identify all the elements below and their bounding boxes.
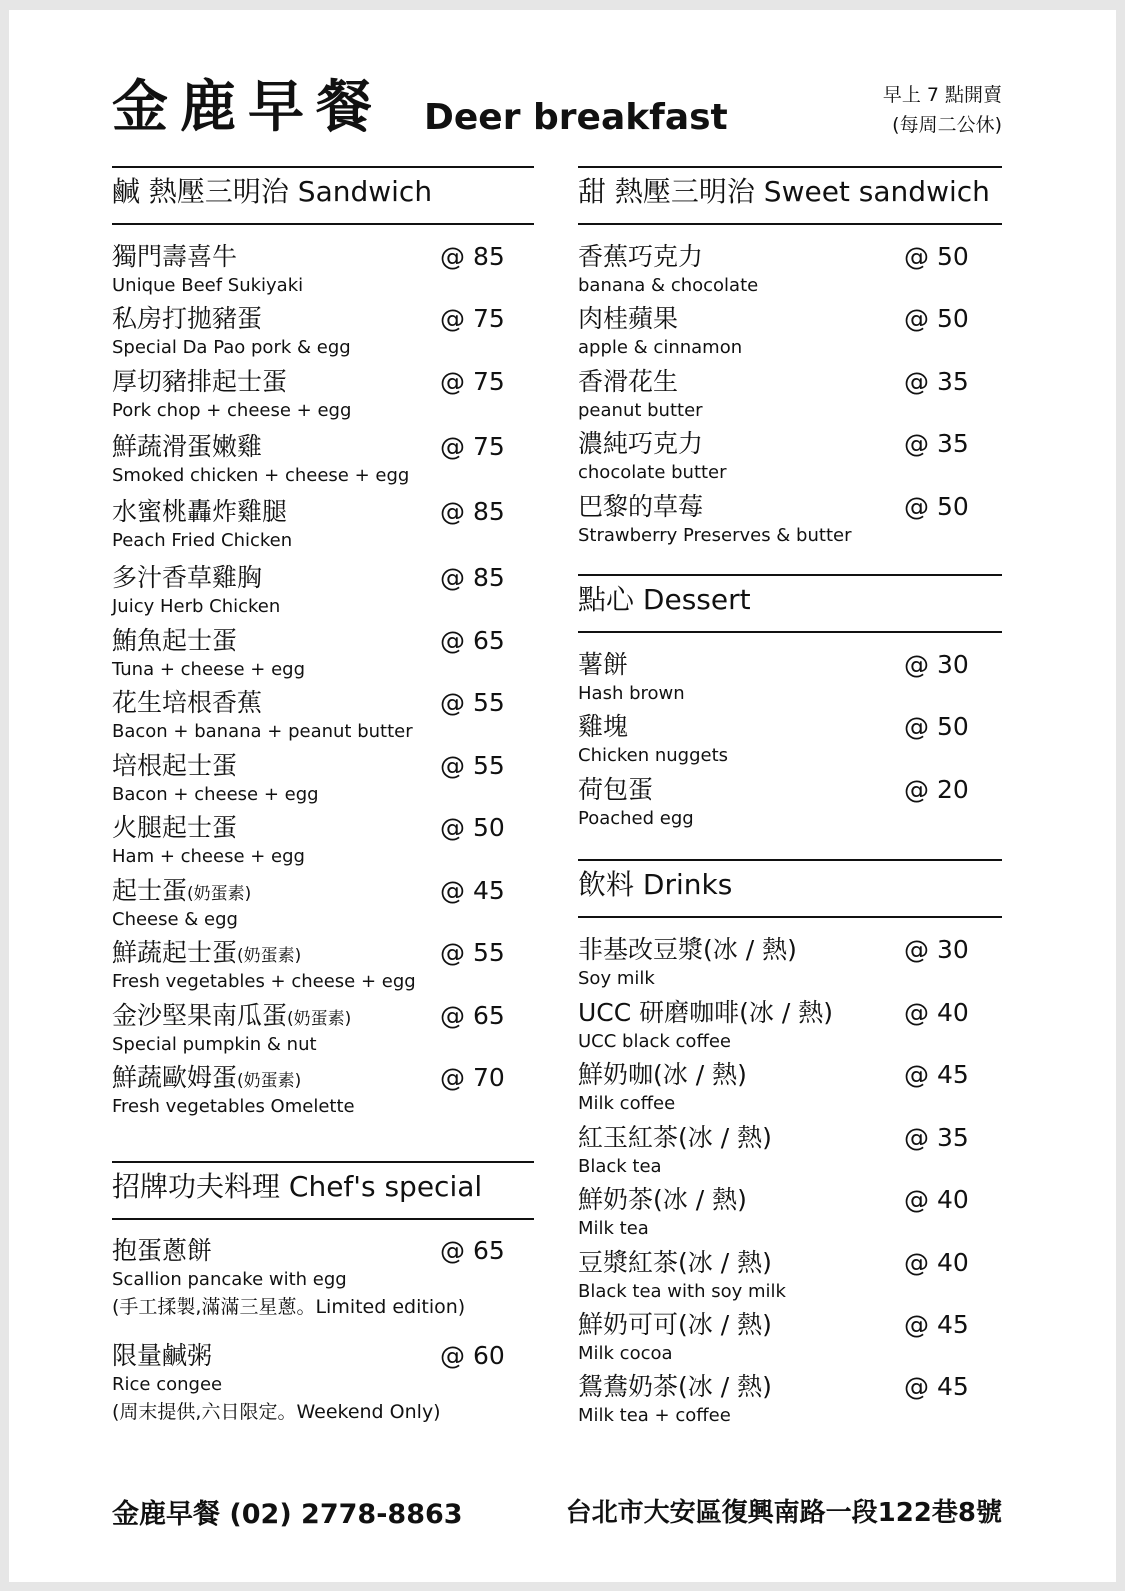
menu-item-description: banana & chocolate (578, 275, 759, 296)
menu-item-name (578, 1185, 747, 1215)
menu-item-name-text: 私房打拋豬蛋 (112, 304, 263, 333)
menu-item-name-text: 濃純巧克力 (578, 429, 704, 458)
menu-item-description: Pork chop + cheese + egg (112, 400, 352, 421)
menu-item-description: Bacon + banana + peanut butter (112, 721, 413, 742)
menu-item-name-text: 水蜜桃轟炸雞腿 (112, 497, 288, 526)
menu-item-description: Fresh vegetables + cheese + egg (112, 971, 416, 992)
menu-item-description: Milk coffee (578, 1093, 676, 1114)
menu-item-name (112, 1001, 351, 1034)
menu-item-price: @ 70 (440, 1063, 505, 1092)
menu-item-description: Juicy Herb Chicken (112, 596, 281, 617)
menu-item-description: Special Da Pao pork & egg (112, 337, 351, 358)
menu-item-name (578, 1310, 772, 1340)
menu-item-name (112, 242, 237, 272)
menu-item-extra-note: (周末提供,六日限定。Weekend Only) (112, 1401, 441, 1423)
menu-item-description: peanut butter (578, 400, 703, 421)
menu-item-price: @ 45 (904, 1372, 969, 1401)
menu-item-price: @ 35 (904, 367, 969, 396)
menu-item-name-text: 鮪魚起士蛋 (112, 626, 238, 655)
section-title-drinks: 飲料 Drinks (578, 868, 733, 901)
menu-item-name-text: 花生培根香蕉 (112, 688, 263, 717)
section-header-drinks (578, 859, 1002, 918)
menu-item-price: @ 50 (440, 813, 505, 842)
menu-item-name (112, 367, 287, 397)
menu-item-price: @ 75 (440, 304, 505, 333)
menu-item-name-text: 抱蛋蔥餅 (112, 1236, 213, 1265)
menu-item-price: @ 45 (904, 1060, 969, 1089)
menu-item-price: @ 40 (904, 998, 969, 1027)
menu-item-price: @ 55 (440, 938, 505, 967)
menu-item-name-text: 鮮蔬歐姆蛋 (112, 1063, 238, 1092)
section-header-sweet (578, 166, 1002, 225)
menu-item-name (578, 1123, 772, 1153)
menu-item-price: @ 45 (904, 1310, 969, 1339)
section-title-sweet: 甜 熱壓三明治 Sweet sandwich (578, 175, 990, 208)
menu-item-name-text: 香滑花生 (578, 367, 679, 396)
menu-item-price: @ 55 (440, 688, 505, 717)
menu-item-description: Chicken nuggets (578, 745, 729, 766)
menu-item-name (112, 497, 287, 527)
menu-item-name (112, 626, 237, 656)
opening-hours (850, 80, 1002, 140)
section-header-salty (112, 166, 534, 225)
menu-item-description: Special pumpkin & nut (112, 1034, 317, 1055)
menu-item-price: @ 65 (440, 626, 505, 655)
menu-item-price: @ 30 (904, 935, 969, 964)
menu-item-description: Hash brown (578, 683, 685, 704)
menu-item-price: @ 45 (440, 876, 505, 905)
menu-item-price: @ 40 (904, 1248, 969, 1277)
menu-item-description: Strawberry Preserves & butter (578, 525, 852, 546)
menu-item-price: @ 35 (904, 429, 969, 458)
menu-item-name (578, 304, 678, 334)
menu-item-description: UCC black coffee (578, 1031, 731, 1052)
menu-item-note: (奶蛋素) (237, 1071, 302, 1091)
menu-item-name (578, 367, 678, 397)
menu-item-description: Milk cocoa (578, 1343, 673, 1364)
menu-item-name-text: 非基改豆漿(冰 / 熱) (578, 935, 797, 964)
menu-item-name-text: 豆漿紅茶(冰 / 熱) (578, 1248, 772, 1277)
menu-item-description: Cheese & egg (112, 909, 238, 930)
menu-item-note: (奶蛋素) (287, 1009, 352, 1029)
menu-item-name (112, 751, 237, 781)
menu-item-name (112, 876, 251, 909)
menu-item-name (578, 429, 703, 459)
menu-item-name (112, 1236, 212, 1266)
menu-item-description: Unique Beef Sukiyaki (112, 275, 304, 296)
menu-item-description: Black tea (578, 1156, 662, 1177)
menu-item-name-text: 肉桂蘋果 (578, 304, 679, 333)
menu-item-description: Black tea with soy milk (578, 1281, 786, 1302)
menu-item-name-text: UCC 研磨咖啡(冰 / 熱) (578, 998, 833, 1027)
menu-item-price: @ 85 (440, 497, 505, 526)
menu-item-name (112, 938, 301, 971)
menu-item-price: @ 20 (904, 775, 969, 804)
menu-item-name-text: 鮮奶茶(冰 / 熱) (578, 1185, 747, 1214)
menu-item-name-text: 鮮奶咖(冰 / 熱) (578, 1060, 747, 1089)
menu-item-name (112, 304, 262, 334)
menu-item-description: chocolate butter (578, 462, 727, 483)
menu-item-price: @ 35 (904, 1123, 969, 1152)
menu-item-name (578, 1060, 747, 1090)
menu-item-note: (奶蛋素) (187, 884, 252, 904)
menu-item-name-text: 起士蛋 (112, 876, 188, 905)
menu-item-price: @ 75 (440, 367, 505, 396)
menu-item-name-text: 巴黎的草莓 (578, 492, 704, 521)
menu-item-price: @ 55 (440, 751, 505, 780)
menu-item-name-text: 火腿起士蛋 (112, 813, 238, 842)
menu-item-name (578, 242, 703, 272)
hours-text: 早上 7 點開賣 (882, 84, 1002, 106)
closed-day-text: (每周二公休) (892, 114, 1002, 136)
menu-item-name (112, 1341, 212, 1371)
menu-item-name-text: 金沙堅果南瓜蛋 (112, 1001, 288, 1030)
menu-item-name (112, 1063, 301, 1096)
menu-item-price: @ 85 (440, 242, 505, 271)
menu-item-description: Bacon + cheese + egg (112, 784, 319, 805)
menu-item-price: @ 60 (440, 1341, 505, 1370)
menu-item-name-text: 培根起士蛋 (112, 751, 238, 780)
menu-item-name-text: 鮮蔬滑蛋嫩雞 (112, 432, 263, 461)
menu-item-description: apple & cinnamon (578, 337, 743, 358)
title-en: Deer breakfast (424, 97, 728, 138)
menu-item-price: @ 30 (904, 650, 969, 679)
menu-item-description: Milk tea (578, 1218, 649, 1239)
section-title-chef: 招牌功夫料理 Chef's special (112, 1170, 483, 1203)
menu-item-name-text: 限量鹹粥 (112, 1341, 213, 1370)
menu-item-name-text: 多汁香草雞胸 (112, 563, 263, 592)
menu-item-name-text: 鮮蔬起士蛋 (112, 938, 238, 967)
menu-item-description: Peach Fried Chicken (112, 530, 293, 551)
menu-item-name-text: 紅玉紅茶(冰 / 熱) (578, 1123, 772, 1152)
section-header-chef (112, 1161, 534, 1220)
section-title-salty: 鹹 熱壓三明治 Sandwich (112, 175, 433, 208)
menu-item-name-text: 香蕉巧克力 (578, 242, 704, 271)
footer-address: 台北市大安區復興南路一段122巷8號 (565, 1498, 1002, 1528)
menu-item-description: Fresh vegetables Omelette (112, 1096, 355, 1117)
menu-item-description: Ham + cheese + egg (112, 846, 305, 867)
menu-item-name (578, 775, 653, 805)
menu-item-description: Scallion pancake with egg (112, 1269, 347, 1290)
section-header-dessert (578, 574, 1002, 633)
menu-item-description: Rice congee (112, 1374, 223, 1395)
menu-item-price: @ 50 (904, 242, 969, 271)
menu-item-name-text: 薯餅 (578, 650, 629, 679)
menu-item-name (578, 935, 797, 965)
menu-item-price: @ 40 (904, 1185, 969, 1214)
menu-item-price: @ 65 (440, 1001, 505, 1030)
menu-item-price: @ 50 (904, 712, 969, 741)
menu-item-name (112, 432, 262, 462)
menu-item-description: Soy milk (578, 968, 655, 989)
menu-item-price: @ 75 (440, 432, 505, 461)
menu-item-price: @ 50 (904, 492, 969, 521)
menu-item-name-text: 獨門壽喜牛 (112, 242, 238, 271)
menu-item-name-text: 鮮奶可可(冰 / 熱) (578, 1310, 772, 1339)
menu-item-extra-note: (手工揉製,滿滿三星蔥。Limited edition) (112, 1296, 466, 1318)
menu-item-name (112, 563, 262, 593)
menu-item-name (578, 712, 628, 742)
menu-item-name (578, 1248, 772, 1278)
section-title-dessert: 點心 Dessert (578, 583, 751, 616)
menu-item-price: @ 65 (440, 1236, 505, 1265)
menu-item-description: Poached egg (578, 808, 694, 829)
menu-item-name (578, 650, 628, 680)
menu-item-name (578, 1372, 772, 1402)
menu-item-description: Tuna + cheese + egg (112, 659, 305, 680)
menu-item-name-text: 雞塊 (578, 712, 629, 741)
menu-item-description: Milk tea + coffee (578, 1405, 731, 1426)
menu-item-name (112, 688, 262, 718)
menu-item-name-text: 厚切豬排起士蛋 (112, 367, 288, 396)
menu-item-name (578, 998, 833, 1028)
menu-item-price: @ 85 (440, 563, 505, 592)
menu-item-price: @ 50 (904, 304, 969, 333)
title-zh: 金鹿早餐 (112, 75, 384, 140)
menu-item-name (112, 813, 237, 843)
menu-item-description: Smoked chicken + cheese + egg (112, 465, 410, 486)
footer-name-phone: 金鹿早餐 (02) 2778-8863 (112, 1499, 463, 1530)
menu-item-name (578, 492, 703, 522)
menu-item-note: (奶蛋素) (237, 946, 302, 966)
menu-item-name-text: 荷包蛋 (578, 775, 654, 804)
menu-item-name-text: 鴛鴦奶茶(冰 / 熱) (578, 1372, 772, 1401)
